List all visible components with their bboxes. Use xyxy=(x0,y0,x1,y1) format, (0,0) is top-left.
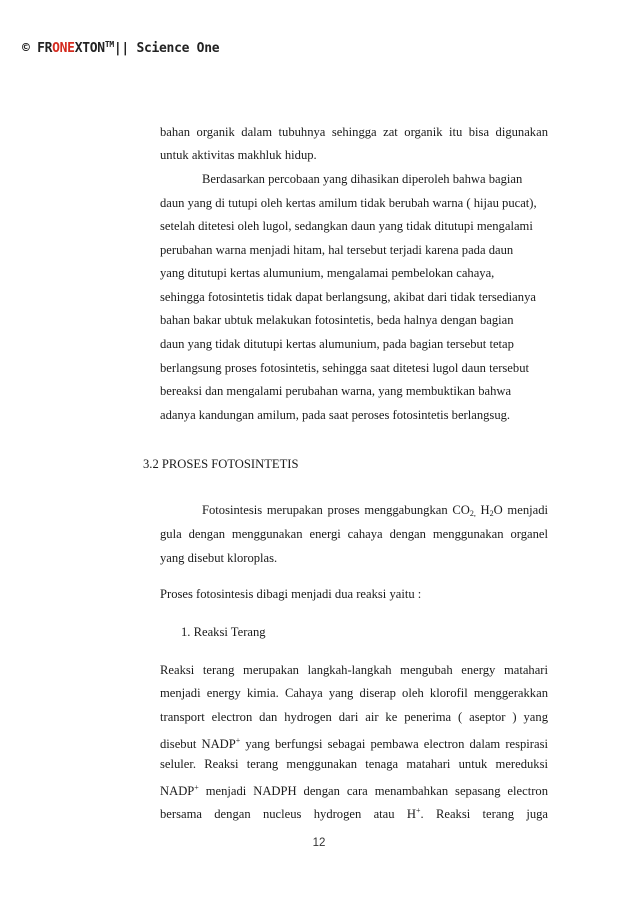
text-line: menjadi energy kimia. Cahaya yang diserap oleh klorofil menggerakkan xyxy=(160,686,548,700)
text-line: setelah ditetesi oleh lugol, sedangkan daun yang tidak ditutupi mengalami xyxy=(160,219,533,233)
copyright-symbol: © xyxy=(22,41,38,56)
text-line: Proses fotosintesis dibagi menjadi dua reaksi yaitu : xyxy=(160,587,422,601)
text-line: daun yang di tutupi oleh kertas amilum tidak berubah warna ( hijau pucat), xyxy=(160,196,537,210)
header-suffix: || Science One xyxy=(113,41,220,56)
text-line: bereaksi dan mengalami perubahan warna, yang membuktikan bahwa xyxy=(160,384,512,398)
brand-part-1: FR xyxy=(37,41,53,56)
brand-part-3: XTON xyxy=(74,41,105,56)
text-line: gula dengan menggunakan energi cahaya dengan menggunakan organel xyxy=(160,527,548,541)
text-line: untuk aktivitas makhluk hidup. xyxy=(160,148,317,162)
text-line: disebut NADP+ yang berfungsi sebagai pembawa electron dalam respirasi xyxy=(160,736,548,751)
text-line: bersama dengan nucleus hydrogen atau H+. Reaksi terang juga xyxy=(160,806,548,821)
trademark: TM xyxy=(104,40,114,49)
text-line: bahan bakar ubtuk melakukan fotosintetis, beda halnya dengan bagian xyxy=(160,313,514,327)
text-line: yang ditutupi kertas alumunium, mengalamai pembelokan cahaya, xyxy=(160,266,495,280)
text-line: yang disebut kloroplas. xyxy=(160,551,278,565)
text-line: NADP+ menjadi NADPH dengan cara menambahkan sepasang electron xyxy=(160,783,548,798)
text-line: adanya kandungan amilum, pada saat peroses fotosintetis berlangsug. xyxy=(160,408,511,422)
text-line: perubahan warna menjadi hitam, hal tersebut terjadi karena pada daun xyxy=(160,243,514,257)
text-line: bahan organik dalam tubuhnya sehingga zat organik itu bisa digunakan xyxy=(160,125,548,139)
text-line: Reaksi terang merupakan langkah-langkah mengubah energy matahari xyxy=(160,663,548,677)
text-line: Berdasarkan percobaan yang dihasikan diperoleh bahwa bagian xyxy=(202,172,523,186)
page-number: 12 xyxy=(312,837,326,849)
text-line: berlangsung proses fotosintetis, sehingga saat ditetesi lugol daun tersebut xyxy=(160,361,529,375)
text-line: seluler. Reaksi terang menggunakan tenaga matahari untuk mereduksi xyxy=(160,757,548,771)
text-line: transport electron dan hydrogen dari air ke penerima ( aseptor ) yang xyxy=(160,710,548,724)
list-item: 1. Reaksi Terang xyxy=(181,625,266,639)
section-heading: 3.2 PROSES FOTOSINTETIS xyxy=(143,457,299,471)
page-header xyxy=(22,40,219,56)
text-line: Fotosintesis merupakan proses menggabungkan $CO_{2,}$ $H_2O$ menjadi xyxy=(202,503,549,518)
text-line: sehingga fotosintetis tidak dapat berlangsung, akibat dari tidak tersedianya xyxy=(160,290,536,304)
brand-part-2: ONE xyxy=(52,41,75,56)
text-line: daun yang tidak ditutupi kertas alumunium, pada bagian tersebut tetap xyxy=(160,337,514,351)
